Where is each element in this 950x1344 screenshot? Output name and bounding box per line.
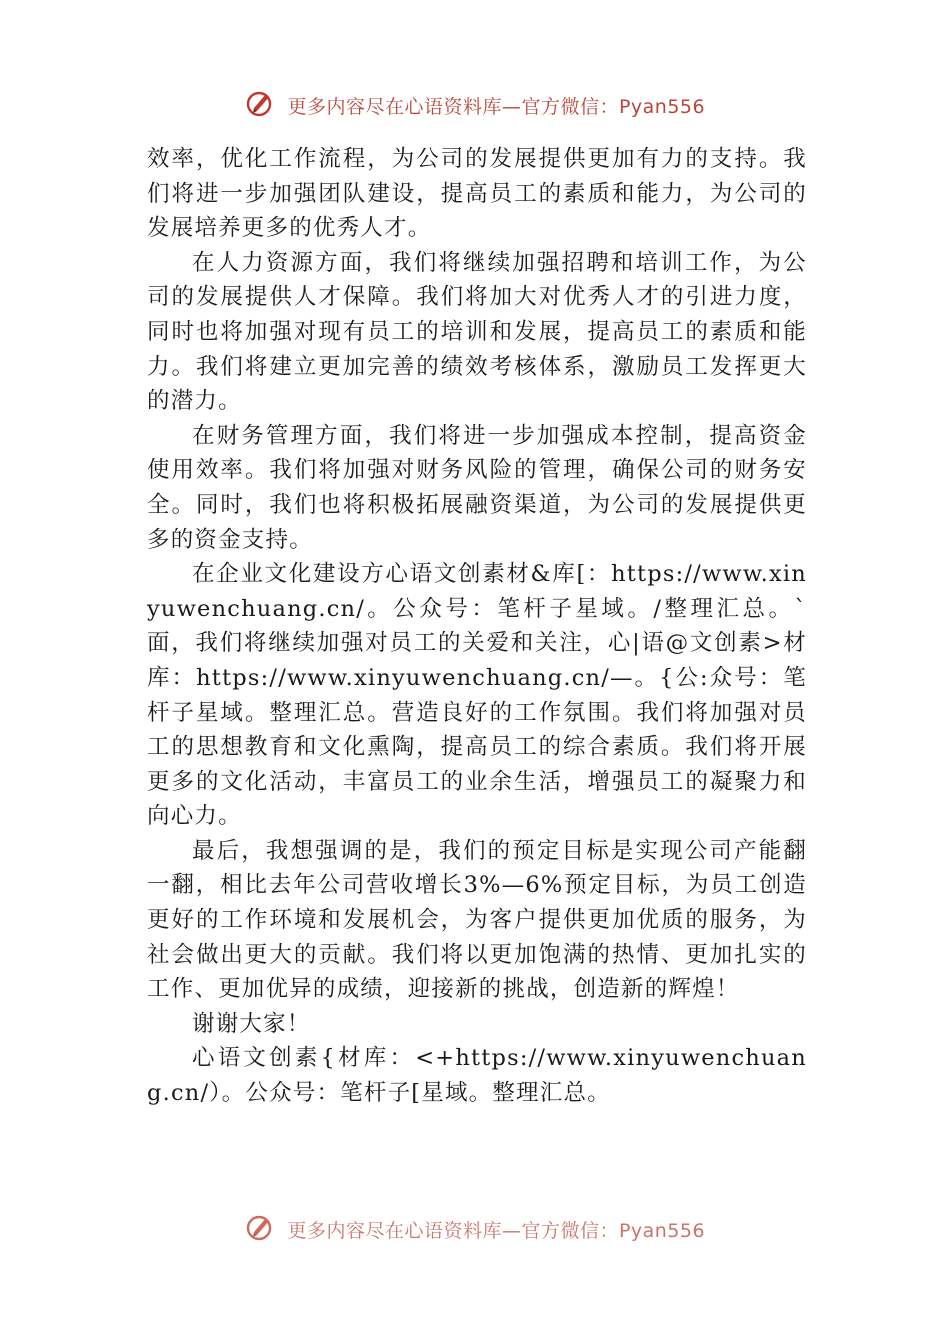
- paragraph-7: 心语文创素{材库：<+https://www.xinyuwenchuang.cn/）。公众号：笔杆子[星域。整理汇总。: [147, 1045, 807, 1107]
- paragraph-1: 效率，优化工作流程，为公司的发展提供更加有力的支持。我们将进一步加强团队建设，提高员工的素质和能力，为公司的发展培养更多的优秀人才。: [147, 146, 807, 242]
- paragraph-2: 在人力资源方面，我们将继续加强招聘和培训工作，为公司的发展提供人才保障。我们将加大对优秀人才的引进力度，同时也将加强对现有员工的培训和发展，提高员工的素质和能力。我们将建立更加完善的绩效考核体系，激励员工发挥更大的潜力。: [147, 249, 807, 415]
- footer-watermark: [0, 1212, 950, 1247]
- document-body: [147, 142, 807, 1111]
- pen-logo-icon: [245, 1212, 275, 1247]
- header-watermark: [0, 88, 950, 123]
- paragraph-5: 最后，我想强调的是，我们的预定目标是实现公司产能翻一翻，相比去年公司营收增长3%—6%预定目标，为员工创造更好的工作环境和发展机会，为客户提供更加优质的服务，为社会做出更大的贡献。我们将以更加饱满的热情、更加扎实的工作、更加优异的成绩，迎接新的挑战，创造新的辉煌！: [147, 837, 807, 1003]
- paragraph-4: 在企业文化建设方心语文创素材&库[：https://www.xinyuwenchuang.cn/。公众号：笔杆子星域。/整理汇总。`面，我们将继续加强对员工的关爱和关注，心|语@文创素>材库：https://www.xinyuwenchuang.cn/—。{公:众号：笔杆子星域。整理汇总。营造良好的工作氛围。我们将加强对员工的思想教育和文化熏陶，提高员工的综合素质。我们将开展更多的文化活动，丰富员工的业余生活，增强员工的凝聚力和向心力。: [147, 561, 807, 830]
- header-watermark-text: 更多内容尽在心语资料库—官方微信：Pyan556: [287, 96, 706, 118]
- paragraph-6: 谢谢大家！: [192, 1010, 311, 1037]
- paragraph-3: 在财务管理方面，我们将进一步加强成本控制，提高资金使用效率。我们将加强对财务风险的管理，确保公司的财务安全。同时，我们也将积极拓展融资渠道，为公司的发展提供更多的资金支持。: [147, 422, 807, 553]
- pen-logo-icon: [245, 88, 275, 123]
- footer-watermark-text: 更多内容尽在心语资料库—官方微信：Pyan556: [287, 1220, 706, 1242]
